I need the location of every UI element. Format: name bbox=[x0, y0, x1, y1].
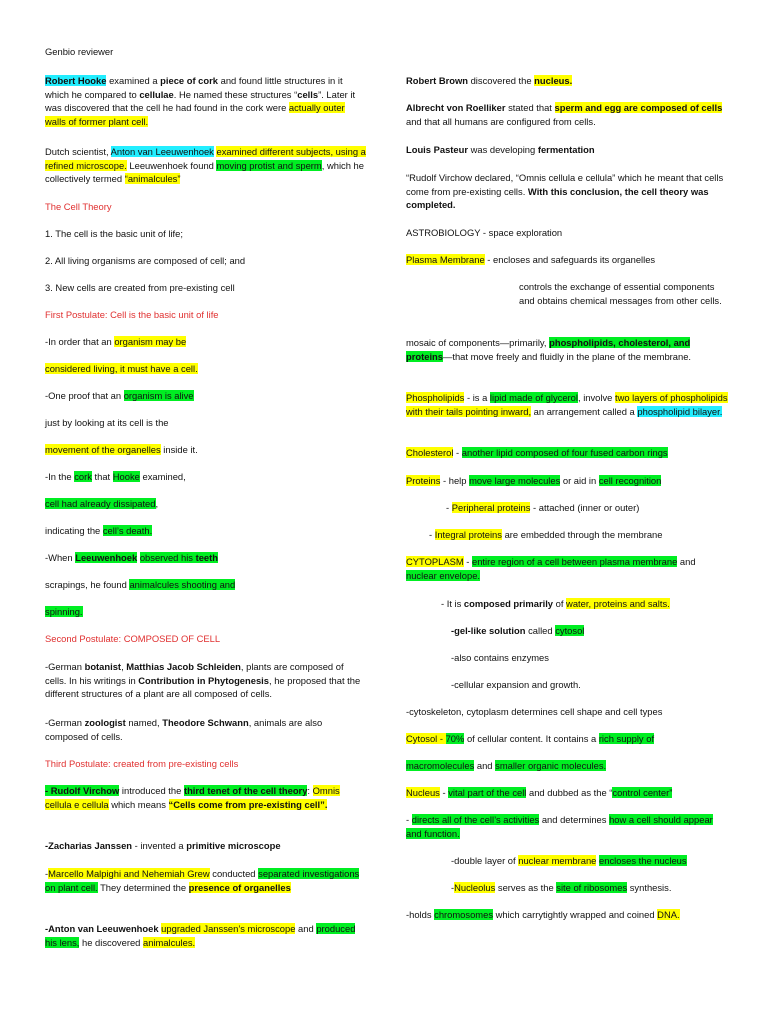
text-run: control center” bbox=[612, 787, 673, 798]
right-paragraph bbox=[406, 253, 728, 267]
text-run: -double layer of bbox=[451, 855, 519, 866]
text-run: examined, bbox=[139, 471, 186, 482]
text-run: macromolecules bbox=[406, 760, 475, 771]
right-paragraph bbox=[406, 143, 728, 157]
text-run: encloses the nucleus bbox=[599, 855, 687, 866]
text-run: - bbox=[451, 882, 455, 893]
left-paragraph bbox=[45, 443, 367, 457]
left-paragraph bbox=[45, 470, 367, 484]
text-run: and dubbed as the “ bbox=[526, 787, 613, 798]
text-run: Nucleus bbox=[406, 787, 440, 798]
text-run: -When bbox=[45, 552, 76, 563]
text-run: zoologist bbox=[84, 717, 126, 728]
text-run: : bbox=[307, 785, 313, 796]
text-run: considered living, it must have a cell. bbox=[45, 363, 198, 374]
text-run: cell had already dissipated bbox=[45, 498, 156, 509]
text-run: composed primarily bbox=[463, 598, 554, 609]
left-paragraph bbox=[45, 281, 367, 295]
text-run: Contribution in Phytogenesis bbox=[138, 674, 269, 686]
right-paragraph bbox=[429, 528, 728, 542]
right-paragraph bbox=[451, 881, 728, 895]
text-run: controls the exchange of essential components and obtains chemical messages from other cells. bbox=[519, 281, 722, 306]
text-run: primitive microscope bbox=[186, 840, 281, 851]
text-run: how a cell should appear and function. bbox=[406, 814, 713, 839]
text-run: was developing bbox=[468, 144, 538, 155]
text-run: - bbox=[446, 502, 452, 513]
text-run: - help bbox=[440, 475, 470, 486]
left-paragraph bbox=[45, 867, 367, 894]
text-run: another lipid composed of four fused carbon rings bbox=[461, 447, 668, 458]
text-run: Anton van Leeuwenhoek bbox=[110, 146, 214, 157]
text-run: Marcello Malpighi and Nehemiah Grew bbox=[48, 868, 210, 879]
text-run: cell recognition bbox=[598, 475, 662, 486]
text-run: move large molecules bbox=[469, 475, 561, 486]
right-paragraph bbox=[451, 678, 728, 692]
left-paragraph bbox=[45, 200, 367, 214]
right-paragraph bbox=[406, 732, 728, 746]
text-run: separated investigations on plant cell. bbox=[45, 868, 360, 893]
right-paragraph bbox=[406, 391, 728, 418]
text-run: and bbox=[677, 556, 696, 567]
right-paragraph bbox=[406, 336, 728, 363]
text-run: of cellular content. It contains a bbox=[464, 733, 599, 744]
text-run: ”. Later it was discovered that the cell he had found in the cork were bbox=[45, 88, 356, 114]
text-run: Phospholipids bbox=[406, 392, 465, 403]
text-run: , bbox=[155, 498, 159, 509]
text-run: Leeuwenhoek bbox=[75, 552, 138, 563]
text-run: or aid in bbox=[560, 475, 599, 486]
right-paragraph bbox=[406, 908, 728, 922]
text-run: Genbio reviewer bbox=[45, 46, 114, 57]
text-run: -Anton van Leeuwenhoek bbox=[45, 923, 159, 934]
left-paragraph bbox=[45, 784, 367, 811]
text-run: examined a bbox=[106, 75, 161, 86]
left-paragraph bbox=[45, 497, 367, 511]
text-run: Peripheral proteins bbox=[451, 502, 531, 513]
text-run: DNA. bbox=[657, 909, 680, 920]
text-run: -Zacharias Janssen bbox=[45, 840, 133, 851]
right-paragraph bbox=[406, 74, 728, 88]
text-run: lipid made of glycerol bbox=[489, 392, 578, 403]
text-run: , he proposed that the different structures of a plant are all composed of cells. bbox=[45, 674, 361, 700]
text-run: nuclear membrane bbox=[518, 855, 597, 866]
text-run: actually outer walls of former plant cell. bbox=[45, 102, 345, 127]
left-paragraph bbox=[45, 308, 367, 322]
text-run: water, proteins and salts. bbox=[566, 598, 670, 609]
text-run: 70% bbox=[445, 733, 465, 744]
left-paragraph bbox=[45, 362, 367, 376]
left-paragraph bbox=[45, 74, 367, 128]
text-run: fermentation bbox=[537, 144, 595, 155]
text-run: Third Postulate: created from pre-existing cells bbox=[45, 758, 239, 769]
text-run: - bbox=[406, 814, 412, 825]
text-run: The Cell Theory bbox=[45, 201, 112, 212]
text-run: Cytosol - bbox=[406, 733, 446, 744]
text-run: organism is alive bbox=[123, 390, 194, 401]
right-paragraph bbox=[406, 555, 728, 582]
left-paragraph bbox=[45, 757, 367, 771]
text-run: he discovered bbox=[79, 936, 143, 948]
text-run: - It is bbox=[441, 598, 464, 609]
text-run: and bbox=[474, 760, 496, 771]
text-run: animalcules shooting and bbox=[129, 579, 236, 590]
text-run: -German bbox=[45, 661, 85, 672]
text-run: which carrytightly wrapped and coined bbox=[493, 909, 658, 920]
text-run: With this conclusion, the cell theory was completed. bbox=[406, 185, 709, 211]
text-run: discovered the bbox=[467, 75, 535, 86]
text-run: animalcules. bbox=[143, 936, 196, 948]
text-run: -cellular expansion and growth. bbox=[451, 679, 581, 690]
text-run: Cholesterol bbox=[406, 447, 454, 458]
text-run: Omnis cellula e cellula bbox=[45, 785, 340, 810]
text-run: which means bbox=[108, 798, 169, 810]
text-run: , which he collectively termed bbox=[45, 159, 364, 185]
text-run: Plasma Membrane bbox=[406, 254, 485, 265]
text-run: entire region of a cell between plasma membrane bbox=[472, 556, 678, 567]
text-run: 3. New cells are created from pre-existing cell bbox=[45, 282, 235, 293]
text-run: . He named these structures “ bbox=[173, 88, 298, 100]
left-paragraph bbox=[45, 45, 367, 59]
text-run: cytosol bbox=[555, 625, 585, 636]
text-run: nucleus. bbox=[534, 75, 573, 86]
text-run: movement of the organelles bbox=[45, 444, 161, 455]
text-run: Hooke bbox=[112, 471, 140, 482]
text-run: Nucleolus bbox=[454, 882, 496, 893]
text-run: Albrecht von Roelliker bbox=[406, 102, 506, 113]
text-run: -also contains enzymes bbox=[451, 652, 549, 663]
text-run: - Rudolf Virchow bbox=[45, 785, 120, 796]
left-paragraph bbox=[45, 839, 367, 853]
text-run: - bbox=[453, 447, 462, 458]
left-paragraph bbox=[45, 254, 367, 268]
text-run: teeth bbox=[195, 552, 218, 563]
text-run: organism may be bbox=[114, 336, 187, 347]
text-run: - encloses and safeguards its organelles bbox=[484, 254, 656, 265]
text-run: , plants are composed of cells. In his writings in bbox=[45, 661, 344, 686]
right-paragraph bbox=[406, 705, 728, 719]
text-run: smaller organic molecules. bbox=[495, 760, 607, 771]
right-paragraph bbox=[451, 624, 728, 638]
text-run: are embedded through the membrane bbox=[501, 529, 663, 540]
text-run: third tenet of the cell theory bbox=[183, 785, 308, 796]
left-paragraph bbox=[45, 551, 367, 565]
text-run: - is a bbox=[464, 392, 490, 403]
text-run: “Cells come from pre-existing cell”. bbox=[168, 798, 328, 810]
text-run: -German bbox=[45, 717, 85, 728]
right-paragraph bbox=[406, 759, 728, 773]
text-run: chromosomes bbox=[434, 909, 494, 920]
text-run: -cytoskeleton, cytoplasm determines cell shape and cell types bbox=[406, 706, 663, 717]
left-paragraph bbox=[45, 922, 367, 949]
text-run: spinning. bbox=[45, 606, 83, 617]
text-run: an arrangement called a bbox=[531, 405, 638, 417]
right-paragraph bbox=[406, 226, 728, 240]
text-run: just by looking at its cell is the bbox=[45, 417, 169, 428]
text-run: 1. The cell is the basic unit of life; bbox=[45, 228, 183, 239]
right-paragraph bbox=[441, 597, 728, 611]
left-paragraph bbox=[45, 145, 367, 186]
text-run: and found little structures in it which he compared to bbox=[45, 75, 343, 100]
text-run: moving protist and sperm bbox=[216, 159, 322, 171]
text-run: observed his bbox=[139, 552, 196, 563]
text-run: nuclear envelope. bbox=[406, 569, 481, 581]
left-paragraph bbox=[45, 416, 367, 430]
text-run: Matthias Jacob Schleiden bbox=[126, 661, 241, 672]
text-run: cell’s death. bbox=[102, 525, 153, 536]
text-run: upgraded Janssen’s microscope bbox=[161, 923, 296, 934]
text-run: Theodore Schwann bbox=[162, 717, 249, 728]
right-paragraph bbox=[406, 171, 728, 212]
text-run: two layers of phospholipids with their tails pointing inward, bbox=[406, 392, 728, 417]
text-run: CYTOPLASM bbox=[406, 556, 464, 567]
text-run: -gel-like solution bbox=[451, 625, 526, 636]
text-run: - bbox=[463, 556, 472, 567]
text-run: phospholipids, cholesterol, and proteins bbox=[406, 337, 691, 362]
left-paragraph bbox=[45, 632, 367, 646]
text-run: introduced the bbox=[119, 785, 184, 796]
text-run: Leeuwenhoek found bbox=[126, 159, 217, 171]
right-paragraph bbox=[406, 446, 728, 460]
right-paragraph bbox=[451, 651, 728, 665]
text-run: and bbox=[295, 923, 317, 934]
right-paragraph bbox=[406, 101, 728, 128]
text-run: Proteins bbox=[406, 475, 441, 486]
text-run: inside it. bbox=[160, 444, 198, 455]
text-run: “Rudolf Virchow declared, “Omnis cellula e cellula” which he meant that cells come from pre-existing cells. bbox=[406, 172, 724, 197]
text-run: —that move freely and fluidly in the plane of the membrane. bbox=[442, 350, 692, 362]
text-run: - bbox=[45, 868, 49, 879]
text-run: serves as the bbox=[495, 882, 557, 893]
right-paragraph bbox=[446, 501, 728, 515]
text-run: phospholipid bilayer. bbox=[637, 405, 723, 417]
text-run: examined different subjects, using a refined microscope. bbox=[45, 146, 366, 171]
text-run: produced his lens, bbox=[45, 923, 356, 948]
text-run: of bbox=[553, 598, 567, 609]
text-run: botanist bbox=[84, 661, 122, 672]
text-run: and determines bbox=[539, 814, 610, 825]
left-paragraph bbox=[45, 605, 367, 619]
text-run: rich supply of bbox=[598, 733, 655, 744]
text-run: scrapings, he found bbox=[45, 579, 130, 590]
text-run: site of ribosomes bbox=[556, 882, 628, 893]
right-paragraph bbox=[406, 786, 728, 800]
text-run: cells bbox=[297, 88, 319, 100]
text-run: Louis Pasteur bbox=[406, 144, 468, 155]
right-paragraph bbox=[519, 280, 728, 307]
text-run: Second Postulate: COMPOSED OF CELL bbox=[45, 633, 221, 644]
text-run: , involve bbox=[577, 392, 615, 403]
text-run: - invented a bbox=[132, 840, 187, 851]
text-run: They determined the bbox=[97, 881, 189, 893]
text-run: synthesis. bbox=[627, 882, 672, 893]
text-run: -One proof that an bbox=[45, 390, 124, 401]
text-run: , bbox=[121, 661, 127, 672]
text-run: stated that bbox=[505, 102, 555, 113]
text-run: Dutch scientist, bbox=[45, 146, 111, 157]
text-run: - attached (inner or outer) bbox=[530, 502, 640, 513]
text-run: and that all humans are configured from cells. bbox=[406, 115, 596, 127]
text-run: mosaic of components—primarily, bbox=[406, 337, 550, 348]
left-paragraph bbox=[45, 578, 367, 592]
left-paragraph bbox=[45, 227, 367, 241]
text-run: piece of cork bbox=[160, 75, 218, 86]
text-run: named, bbox=[125, 717, 163, 728]
text-run: vital part of the cell bbox=[448, 787, 527, 798]
text-run: cork bbox=[74, 471, 92, 482]
text-run: directs all of the cell’s activities bbox=[411, 814, 540, 825]
left-paragraph bbox=[45, 335, 367, 349]
left-paragraph bbox=[45, 389, 367, 403]
text-run: First Postulate: Cell is the basic unit of life bbox=[45, 309, 219, 320]
text-run: “animalcules” bbox=[124, 173, 181, 185]
text-run: cellulae bbox=[139, 88, 174, 100]
text-run: indicating the bbox=[45, 525, 103, 536]
text-run: Robert Brown bbox=[406, 75, 468, 86]
text-run: -In order that an bbox=[45, 336, 115, 347]
left-paragraph bbox=[45, 660, 367, 701]
text-run: sperm and egg are composed of cells bbox=[554, 102, 723, 113]
right-paragraph bbox=[451, 854, 728, 868]
text-run: conducted bbox=[209, 868, 259, 879]
text-run: presence of organelles bbox=[188, 881, 291, 893]
text-run: 2. All living organisms are composed of cell; and bbox=[45, 255, 246, 266]
text-run: - bbox=[439, 787, 449, 798]
text-run: Integral proteins bbox=[434, 529, 502, 540]
text-run: - bbox=[429, 529, 435, 540]
text-run: -holds bbox=[406, 909, 435, 920]
text-run: Robert Hooke bbox=[45, 75, 107, 86]
text-run: -In the bbox=[45, 471, 75, 482]
text-run: , animals are also composed of cells. bbox=[45, 717, 323, 742]
text-run: ASTROBIOLOGY - space exploration bbox=[406, 227, 563, 238]
right-paragraph bbox=[406, 813, 728, 840]
left-paragraph bbox=[45, 524, 367, 538]
text-run: called bbox=[525, 625, 556, 636]
left-paragraph bbox=[45, 716, 367, 743]
text-run: that bbox=[91, 471, 113, 482]
right-paragraph bbox=[406, 474, 728, 488]
